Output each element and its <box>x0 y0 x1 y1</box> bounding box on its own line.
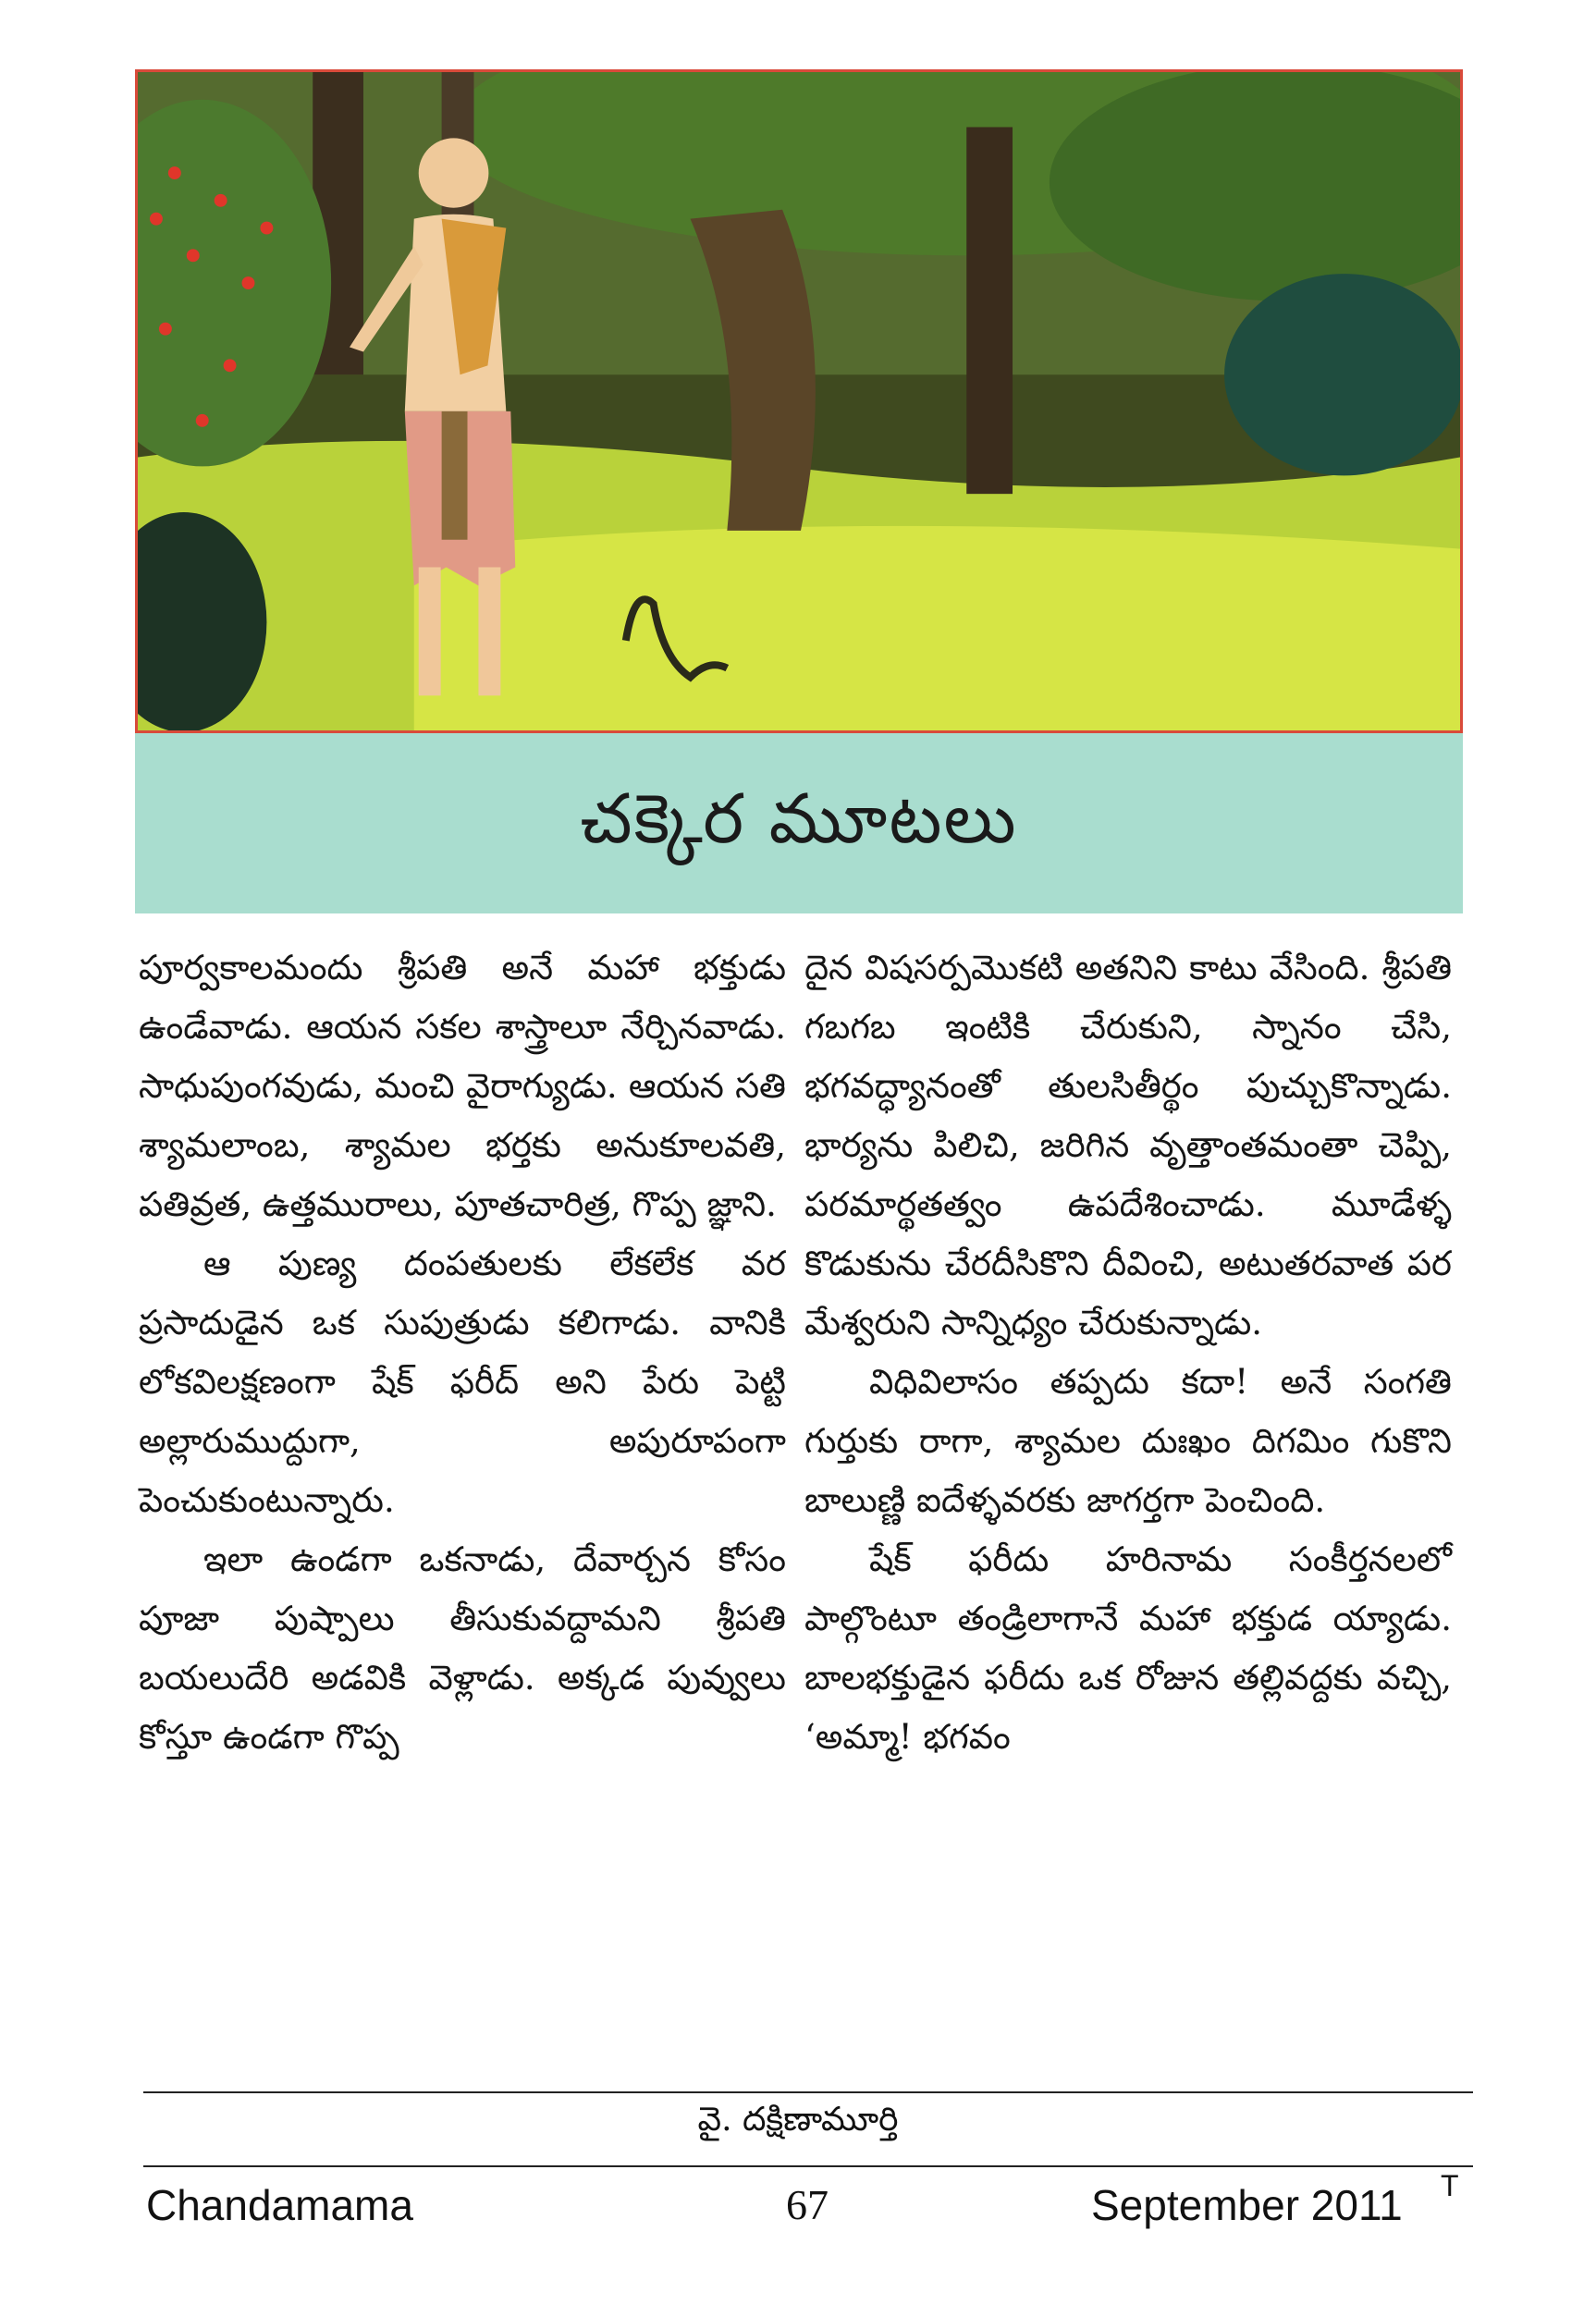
text-column-left <box>139 938 786 1767</box>
footer-page-number: 67 <box>786 2181 829 2228</box>
footer-mark: T <box>1441 2169 1459 2202</box>
title-banner <box>135 733 1463 913</box>
divider <box>143 2091 1473 2093</box>
story-title: చక్కెర మూటలు <box>580 779 1018 859</box>
divider <box>143 2165 1473 2167</box>
paragraph: ఆ పుణ్య దంపతులకు లేకలేక వర ప్రసాదుడైన ఒక సుపుత్రుడు కలిగాడు. వానికి లోకవిలక్షణంగా షేక్ ఫరీద్ అని పేరు పెట్టి అల్లారుముద్దుగా, అపురూపంగా పెంచుకుంటున్నారు. <box>139 1244 786 1520</box>
paragraph: విధివిలాసం తప్పదు కదా! అనే సంగతి గుర్తుకు రాగా, శ్యామల దుఃఖం దిగమిం గుకొని బాలుణ్ణి ఐదేళ్ళవరకు జాగర్తగా పెంచింది. <box>804 1362 1452 1520</box>
footer-magazine-name: Chandamama <box>146 2181 413 2229</box>
text-column-right <box>804 938 1452 1767</box>
paragraph: దైన విషసర్పమొకటి అతనిని కాటు వేసింది. శ్రీపతి గబగబ ఇంటికి చేరుకుని, స్నానం చేసి, భగవద్ధ్యానంతో తులసితీర్థం పుచ్చుకొన్నాడు. భార్యను పిలిచి, జరిగిన వృత్తాంతమంతా చెప్పి, పరమార్థతత్వం ఉపదేశించాడు. మూడేళ్ళ కొడుకును చేరదీసికొని దీవించి, అటుతరవాత పర మేశ్వరుని సాన్నిధ్యం చేరుకున్నాడు. <box>804 948 1452 1342</box>
paragraph: పూర్వకాలమందు శ్రీపతి అనే మహా భక్తుడు ఉండేవాడు. ఆయన సకల శాస్త్రాలూ నేర్చినవాడు. సాధుపుంగవుడు, మంచి వైరాగ్యుడు. ఆయన సతి శ్యామలాంబ, శ్యామల భర్తకు అనుకూలవతి, పతివ్రత, ఉత్తమురాలు, పూతచారిత్ర, గొప్ప జ్ఞాని. <box>139 948 786 1224</box>
author-byline: వై. దక్షిణామూర్తి <box>697 2101 899 2139</box>
forest-scene-image <box>138 72 1460 730</box>
paragraph: ఇలా ఉండగా ఒకనాడు, దేవార్చన కోసం పూజా పుష్పాలు తీసుకువద్దామని శ్రీపతి బయలుదేరి అడవికి వెళ్లాడు. అక్కడ పువ్వులు కోస్తూ ఉండగా గొప్ప <box>139 1539 786 1757</box>
story-illustration <box>135 69 1463 733</box>
footer-issue-date: September 2011 <box>1091 2181 1403 2229</box>
paragraph: షేక్ ఫరీదు హరినామ సంకీర్తనలలో పాల్గొంటూ తండ్రిలాగానే మహా భక్తుడ య్యాడు. బాలభక్తుడైన ఫరీదు ఒక రోజున తల్లివద్దకు వచ్చి, ‘అమ్మా! భగవం <box>804 1539 1452 1757</box>
